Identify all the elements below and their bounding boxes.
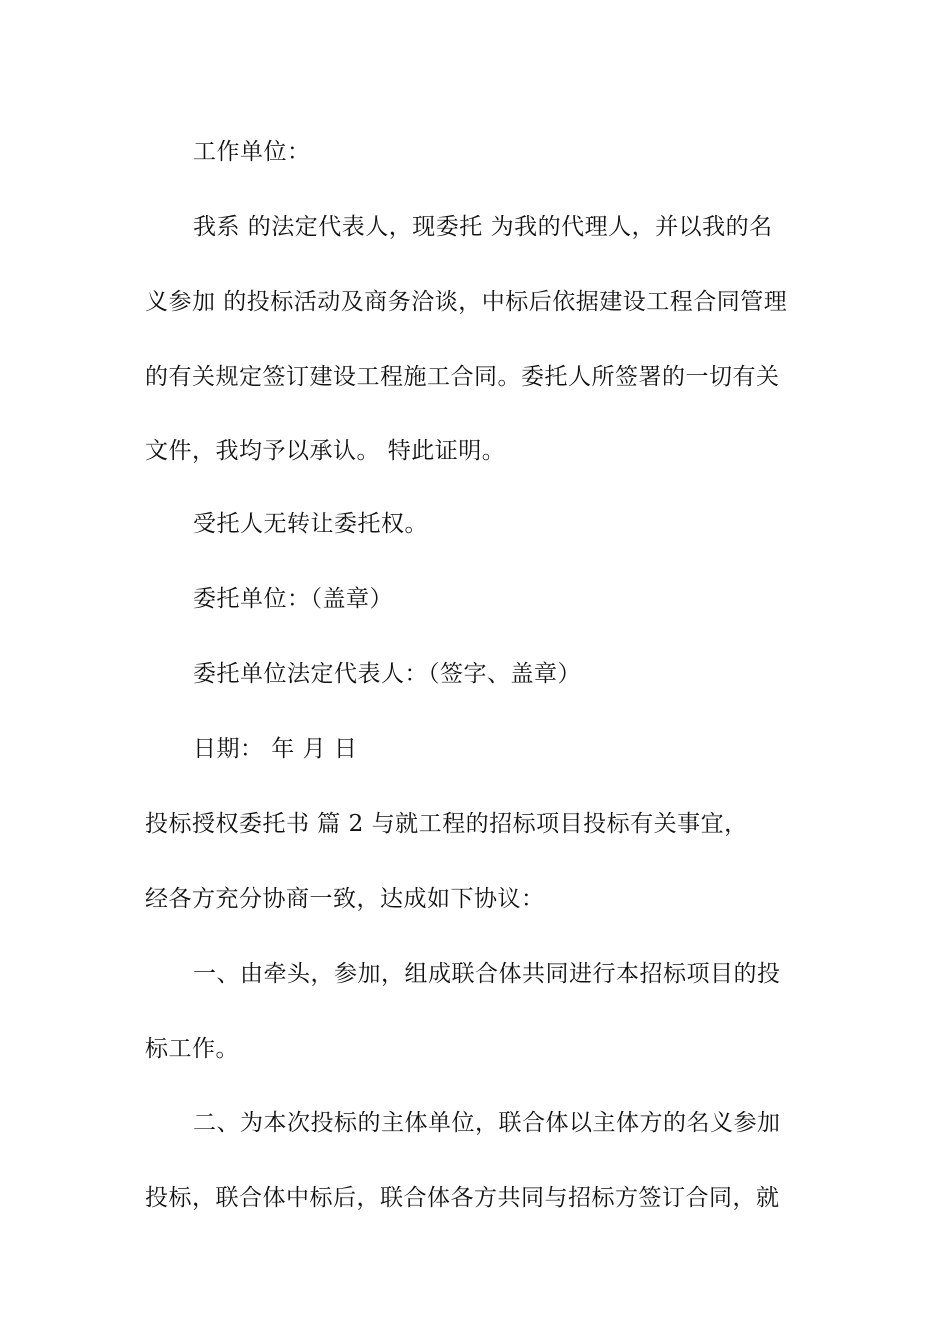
paragraph-line: 委托单位法定代表人：（签字、盖章） xyxy=(193,661,581,687)
paragraph-line: 的有关规定签订建设工程施工合同。委托人所签署的一切有关 xyxy=(145,364,780,390)
paragraph-line: 标工作。 xyxy=(145,1036,239,1062)
paragraph-line: 工作单位： xyxy=(193,139,311,165)
section-heading-line: 投标授权委托书 篇 2 与就工程的招标项目投标有关事宜， xyxy=(145,811,748,837)
paragraph-line: 义参加 的投标活动及商务洽谈，中标后依据建设工程合同管理 xyxy=(145,289,788,315)
paragraph-line: 一、由牵头，参加，组成联合体共同进行本招标项目的投 xyxy=(193,961,781,987)
paragraph-line: 二、为本次投标的主体单位，联合体以主体方的名义参加 xyxy=(193,1110,781,1136)
paragraph-line: 经各方充分协商一致，达成如下协议： xyxy=(145,886,545,912)
date-line: 日期： 年 月 日 xyxy=(193,736,358,762)
paragraph-line: 投标，联合体中标后，联合体各方共同与招标方签订合同，就 xyxy=(145,1185,780,1211)
paragraph-line: 文件，我均予以承认。 特此证明。 xyxy=(145,438,506,464)
paragraph-line: 我系 的法定代表人，现委托 为我的代理人，并以我的名 xyxy=(193,214,773,240)
paragraph-line: 委托单位：（盖章） xyxy=(193,586,393,612)
paragraph-line: 受托人无转让委托权。 xyxy=(193,511,428,537)
